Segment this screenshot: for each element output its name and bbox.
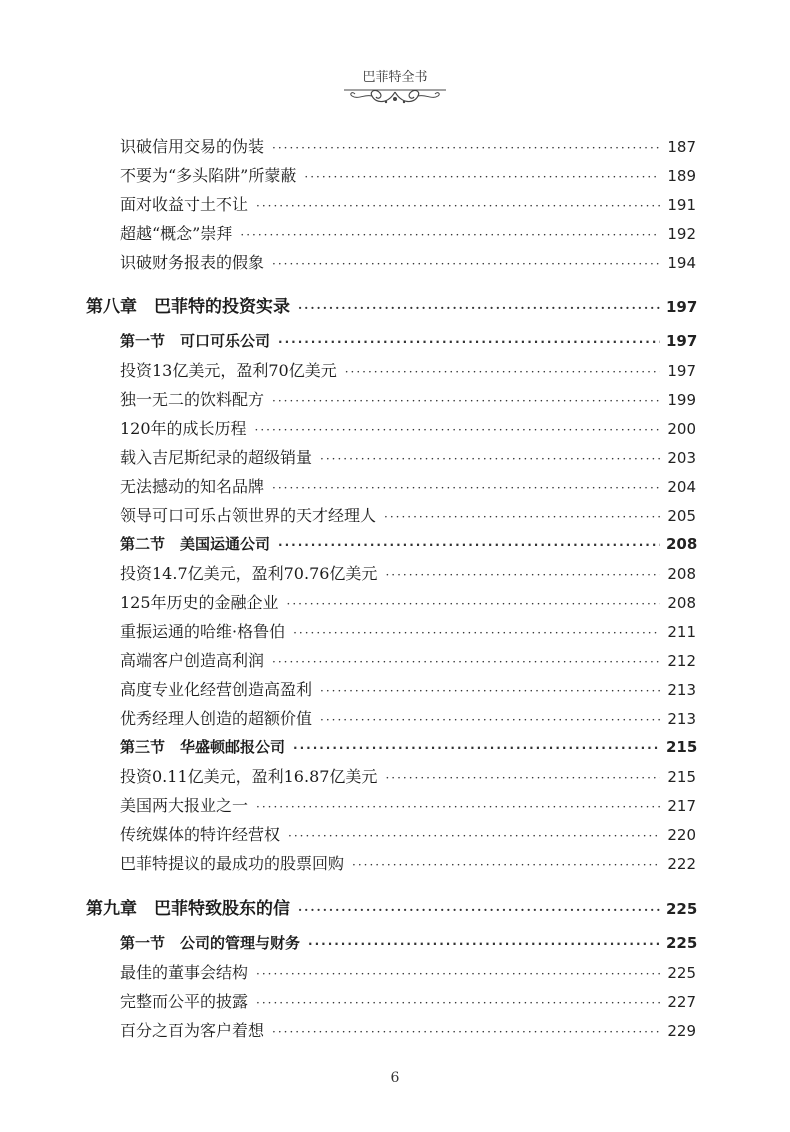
- toc-entry-title: 投资0.11亿美元，盈利16.87亿美元: [120, 767, 378, 786]
- dot-leader: [272, 250, 660, 279]
- toc-entry-page: 213: [667, 681, 696, 699]
- dot-leader: [298, 896, 660, 925]
- dot-leader: [320, 706, 660, 735]
- toc-entry-title: 最佳的董事会结构: [120, 963, 249, 982]
- toc-entry-page: 212: [667, 652, 696, 670]
- toc-item[interactable]: [120, 820, 696, 849]
- toc-entry-title: 投资13亿美元，盈利70亿美元: [120, 361, 337, 380]
- toc-item[interactable]: [120, 219, 696, 248]
- dot-leader: [298, 294, 660, 323]
- dot-leader: [272, 648, 660, 677]
- toc-section[interactable]: [120, 327, 696, 356]
- toc-item[interactable]: [120, 443, 696, 472]
- toc-item[interactable]: [120, 161, 696, 190]
- dot-leader: [272, 134, 660, 163]
- toc-item[interactable]: [120, 248, 696, 277]
- toc-entry-title: 不要为“多头陷阱”所蒙蔽: [120, 166, 297, 185]
- dot-leader: [256, 192, 660, 221]
- toc-entry-page: 213: [667, 710, 696, 728]
- toc-entry-page: 227: [667, 993, 696, 1011]
- toc-entry-title: 第八章 巴菲特的投资实录: [86, 297, 290, 317]
- page-number: 6: [390, 1070, 400, 1086]
- toc-section[interactable]: [120, 929, 696, 958]
- toc-chapter[interactable]: [86, 895, 696, 924]
- toc-entry-title: 美国两大报业之一: [120, 796, 249, 815]
- toc-entry-page: 215: [666, 738, 698, 756]
- dot-leader: [272, 1018, 660, 1047]
- toc-entry-title: 独一无二的饮料配方: [120, 390, 265, 409]
- toc-entry-page: 225: [666, 934, 698, 952]
- dot-leader: [308, 930, 660, 959]
- toc-entry-page: 197: [667, 362, 696, 380]
- dot-leader: [352, 851, 660, 880]
- toc-entry-page: 192: [667, 225, 696, 243]
- toc-item[interactable]: [120, 762, 696, 791]
- toc-entry-title: 领导可口可乐占领世界的天才经理人: [120, 506, 377, 525]
- toc-item[interactable]: [120, 958, 696, 987]
- toc-item[interactable]: [120, 987, 696, 1016]
- toc-entry-title: 识破信用交易的伪装: [120, 137, 265, 156]
- toc-entry-page: 215: [667, 768, 696, 786]
- dot-leader: [240, 221, 660, 250]
- toc-section[interactable]: [120, 733, 696, 762]
- toc-entry-title: 125年历史的金融企业: [120, 593, 279, 612]
- dot-leader: [320, 445, 660, 474]
- dot-leader: [293, 619, 660, 648]
- toc-entry-title: 第九章 巴菲特致股东的信: [86, 899, 290, 919]
- dot-leader: [320, 677, 660, 706]
- dot-leader: [288, 822, 660, 851]
- dot-leader: [384, 503, 660, 532]
- toc-entry-page: 225: [666, 900, 698, 918]
- toc-entry-page: 220: [667, 826, 696, 844]
- toc-entry-page: 208: [666, 535, 698, 553]
- toc-entry-page: 204: [667, 478, 696, 496]
- toc-item[interactable]: [120, 1016, 696, 1045]
- toc-entry-title: 无法撼动的知名品牌: [120, 477, 265, 496]
- toc-entry-title: 第一节 可口可乐公司: [120, 332, 271, 350]
- toc-entry-title: 第三节 华盛顿邮报公司: [120, 738, 286, 756]
- toc-entry-page: 229: [667, 1022, 696, 1040]
- toc-item[interactable]: [120, 849, 696, 878]
- toc-entry-title: 巴菲特提议的最成功的股票回购: [120, 854, 345, 873]
- dot-leader: [272, 474, 660, 503]
- toc-entry-title: 面对收益寸土不让: [120, 195, 249, 214]
- toc-entry-title: 识破财务报表的假象: [120, 253, 265, 272]
- toc-entry-title: 第二节 美国运通公司: [120, 535, 271, 553]
- toc-entry-title: 高度专业化经营创造高盈利: [120, 680, 313, 699]
- toc-entry-title: 第一节 公司的管理与财务: [120, 934, 301, 952]
- toc-item[interactable]: [120, 190, 696, 219]
- dot-leader: [278, 531, 660, 560]
- toc-item[interactable]: [120, 385, 696, 414]
- toc-entry-page: 208: [667, 565, 696, 583]
- toc-entry-page: 217: [667, 797, 696, 815]
- toc-entry-page: 203: [667, 449, 696, 467]
- toc-entry-title: 传统媒体的特许经营权: [120, 825, 281, 844]
- toc-item[interactable]: [120, 704, 696, 733]
- dot-leader: [385, 764, 660, 793]
- toc-entry-page: 194: [667, 254, 696, 272]
- toc-item[interactable]: [120, 791, 696, 820]
- toc-section[interactable]: [120, 530, 696, 559]
- dot-leader: [287, 590, 660, 619]
- toc-item[interactable]: [120, 472, 696, 501]
- toc-item[interactable]: [120, 414, 696, 443]
- toc-entry-title: 投资14.7亿美元，盈利70.76亿美元: [120, 564, 378, 583]
- dot-leader: [256, 960, 660, 989]
- dot-leader: [385, 561, 660, 590]
- toc-entry-page: 191: [667, 196, 696, 214]
- toc-item[interactable]: [120, 132, 696, 161]
- toc-entry-page: 189: [667, 167, 696, 185]
- toc-item[interactable]: [120, 501, 696, 530]
- dot-leader: [272, 387, 660, 416]
- dot-leader: [293, 734, 660, 763]
- toc-item[interactable]: [120, 559, 696, 588]
- toc-entry-page: 222: [667, 855, 696, 873]
- toc-entry-title: 百分之百为客户着想: [120, 1021, 265, 1040]
- toc-entry-page: 200: [667, 420, 696, 438]
- toc-entry-title: 高端客户创造高利润: [120, 651, 265, 670]
- toc-item[interactable]: [120, 675, 696, 704]
- toc-entry-title: 完整而公平的披露: [120, 992, 249, 1011]
- toc-entry-page: 197: [666, 298, 698, 316]
- toc-entry-page: 197: [666, 332, 698, 350]
- dot-leader: [278, 328, 660, 357]
- dot-leader: [256, 989, 660, 1018]
- toc-entry-title: 超越“概念”崇拜: [120, 224, 233, 243]
- toc-entry-page: 211: [667, 623, 696, 641]
- dot-leader: [345, 358, 660, 387]
- toc-chapter[interactable]: [86, 293, 696, 322]
- toc-entry-page: 199: [667, 391, 696, 409]
- dot-leader: [255, 416, 660, 445]
- toc-entry-title: 载入吉尼斯纪录的超级销量: [120, 448, 313, 467]
- running-header: 巴菲特全书: [362, 70, 428, 85]
- toc-entry-page: 187: [667, 138, 696, 156]
- toc-entry-page: 205: [667, 507, 696, 525]
- toc-item[interactable]: [120, 617, 696, 646]
- toc-item[interactable]: [120, 356, 696, 385]
- dot-leader: [256, 793, 660, 822]
- dot-leader: [304, 163, 660, 192]
- toc-item[interactable]: [120, 588, 696, 617]
- toc-entry-title: 120年的成长历程: [120, 419, 247, 438]
- toc-entry-title: 优秀经理人创造的超额价值: [120, 709, 313, 728]
- toc-entry-page: 208: [667, 594, 696, 612]
- ornament-divider: [340, 82, 450, 108]
- toc-item[interactable]: [120, 646, 696, 675]
- toc-entry-title: 重振运通的哈维·格鲁伯: [120, 622, 286, 641]
- toc-entry-page: 225: [667, 964, 696, 982]
